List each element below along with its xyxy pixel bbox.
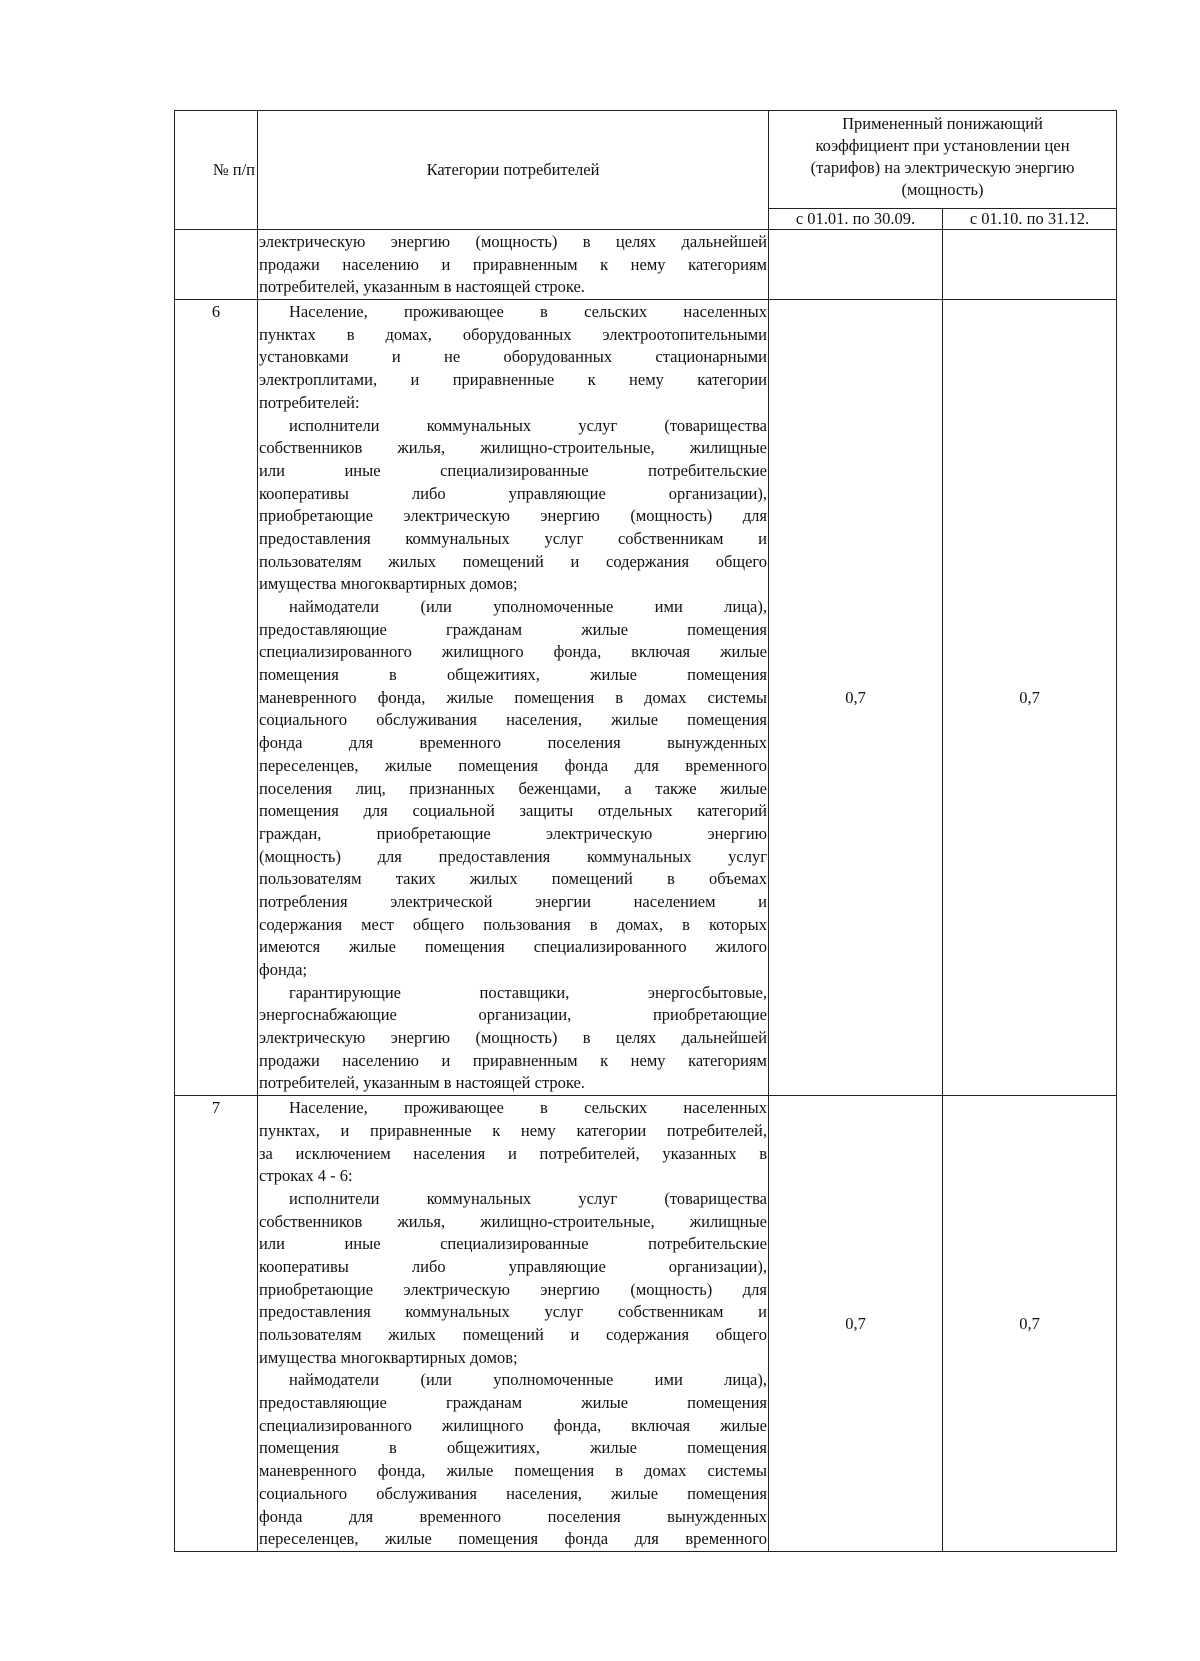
category-text-line: продажи населению и приравненным к нему категориям (259, 254, 767, 274)
category-text-line: приобретающие электрическую энергию (мощность) для (259, 506, 767, 526)
category-text-line: Население, проживающее в сельских населенных (289, 1098, 767, 1118)
column-header-category (258, 111, 769, 230)
row-value-period-2: 0,7 (943, 300, 1117, 1096)
row-value-period-1: 0,7 (769, 1096, 943, 1552)
category-text-line: пользователям таких жилых помещений в объемах (259, 869, 767, 889)
category-text-line: пользователям жилых помещений и содержания общего (259, 551, 767, 571)
coef-header-line: (мощность) (901, 180, 984, 199)
category-text-line: или иные специализированные потребительские (259, 1234, 767, 1254)
category-text-line: электрическую энергию (мощность) в целях дальнейшей (259, 232, 767, 251)
row-category-text (258, 300, 769, 1096)
column-header-period-2: с 01.10. по 31.12. (943, 208, 1117, 229)
row-category-text (258, 1096, 769, 1552)
row-number (175, 230, 258, 300)
category-text-line: маневренного фонда, жилые помещения в домах системы (259, 687, 767, 707)
category-text-line: специализированного жилищного фонда, включая жилые (259, 642, 767, 662)
category-text-line: предоставления коммунальных услуг собственникам и (259, 528, 767, 548)
category-text-line: предоставляющие гражданам жилые помещения (259, 619, 767, 639)
table-row (175, 1096, 1117, 1552)
category-lines (259, 231, 767, 299)
coef-header-line: (тарифов) на электрическую энергию (810, 158, 1075, 177)
table-header-row (175, 111, 1117, 209)
category-text-line: имущества многоквартирных домов; (259, 1347, 518, 1367)
row-number: 7 (175, 1096, 258, 1552)
category-text-line: строках 4 - 6: (259, 1166, 353, 1186)
category-text-line: продажи населению и приравненным к нему категориям (259, 1050, 767, 1070)
category-text-line: установками и не оборудованных стационарными (259, 347, 767, 367)
category-text-line: поселения лиц, признанных беженцами, а также жилые (259, 778, 767, 798)
category-text-line: кооперативы либо управляющие организации), (259, 1256, 767, 1276)
category-text-line: фонда; (259, 960, 308, 979)
category-text-line: собственников жилья, жилищно-строительные, жилищные (259, 1211, 767, 1231)
category-text-line: кооперативы либо управляющие организации), (259, 483, 767, 503)
category-text-line: исполнители коммунальных услуг (товарищества (289, 1188, 767, 1208)
category-text-line: социального обслуживания населения, жилые помещения (259, 1483, 767, 1503)
category-text-line: пунктах в домах, оборудованных электроотопительными (259, 324, 767, 344)
category-text-line: фонда для временного поселения вынужденных (259, 1506, 767, 1526)
category-text-line: фонда для временного поселения вынужденных (259, 733, 767, 753)
row-category-text (258, 230, 769, 300)
category-text-line: потребителей, указанным в настоящей строке. (259, 1073, 585, 1093)
row-value-period-2: 0,7 (943, 1096, 1117, 1552)
coef-header-line: коэффициент при установлении цен (815, 136, 1070, 155)
column-header-period-1: с 01.01. по 30.09. (769, 208, 943, 229)
row-value-period-1 (769, 230, 943, 300)
category-lines (259, 301, 767, 1095)
category-text-line: содержания мест общего пользования в домах, в которых (259, 914, 767, 934)
category-text-line: собственников жилья, жилищно-строительные, жилищные (259, 438, 767, 458)
category-text-line: помещения для социальной защиты отдельных категорий (259, 801, 767, 821)
category-text-line: маневренного фонда, жилые помещения в домах системы (259, 1461, 767, 1481)
category-text-line: приобретающие электрическую энергию (мощность) для (259, 1279, 767, 1299)
category-lines (259, 1097, 767, 1551)
category-text-line: пользователям жилых помещений и содержания общего (259, 1325, 767, 1344)
column-header-coefficient (769, 111, 1117, 209)
category-text-line: помещения в общежитиях, жилые помещения (259, 665, 767, 685)
category-text-line: социального обслуживания населения, жилые помещения (259, 710, 767, 730)
coef-header-line: Примененный понижающий (842, 114, 1043, 133)
category-text-line: потребителей, указанным в настоящей строке. (259, 277, 585, 297)
category-text-line: имущества многоквартирных домов; (259, 574, 518, 594)
category-text-line: предоставления коммунальных услуг собственникам и (259, 1302, 767, 1322)
category-text-line: потребления электрической энергии населением и (259, 891, 767, 911)
category-text-line: граждан, приобретающие электрическую энергию (259, 823, 767, 843)
category-text-line: переселенцев, жилые помещения фонда для временного (259, 1529, 767, 1549)
category-header-label: Категории потребителей (426, 160, 600, 179)
column-header-number (175, 111, 258, 230)
category-text-line: гарантирующие поставщики, энергосбытовые, (289, 982, 767, 1002)
category-text-line: предоставляющие гражданам жилые помещения (259, 1393, 767, 1413)
category-text-line: специализированного жилищного фонда, включая жилые (259, 1415, 767, 1435)
category-text-line: потребителей: (259, 392, 360, 412)
number-header-label: № п/п (212, 160, 255, 179)
category-text-line: (мощность) для предоставления коммунальных услуг (259, 846, 767, 866)
tariff-coefficient-table (174, 110, 1117, 1552)
table-row (175, 300, 1117, 1096)
category-text-line: наймодатели (или уполномоченные ими лица), (289, 1370, 767, 1390)
category-text-line: имеются жилые помещения специализированного жилого (259, 937, 767, 957)
category-text-line: электрическую энергию (мощность) в целях дальнейшей (259, 1028, 767, 1048)
category-text-line: наймодатели (или уполномоченные ими лица), (289, 597, 767, 616)
category-text-line: переселенцев, жилые помещения фонда для временного (259, 755, 767, 775)
category-text-line: исполнители коммунальных услуг (товарищества (289, 415, 767, 435)
row-value-period-1: 0,7 (769, 300, 943, 1096)
category-text-line: пунктах, и приравненные к нему категории потребителей, (259, 1120, 767, 1140)
category-text-line: за исключением населения и потребителей, указанных в (259, 1143, 767, 1163)
row-number: 6 (175, 300, 258, 1096)
category-text-line: электроплитами, и приравненные к нему категории (259, 370, 767, 390)
category-text-line: Население, проживающее в сельских населенных (289, 302, 767, 322)
table-row (175, 230, 1117, 300)
row-value-period-2 (943, 230, 1117, 300)
category-text-line: энергоснабжающие организации, приобретающие (259, 1005, 767, 1025)
category-text-line: помещения в общежитиях, жилые помещения (259, 1438, 767, 1458)
category-text-line: или иные специализированные потребительские (259, 460, 767, 480)
